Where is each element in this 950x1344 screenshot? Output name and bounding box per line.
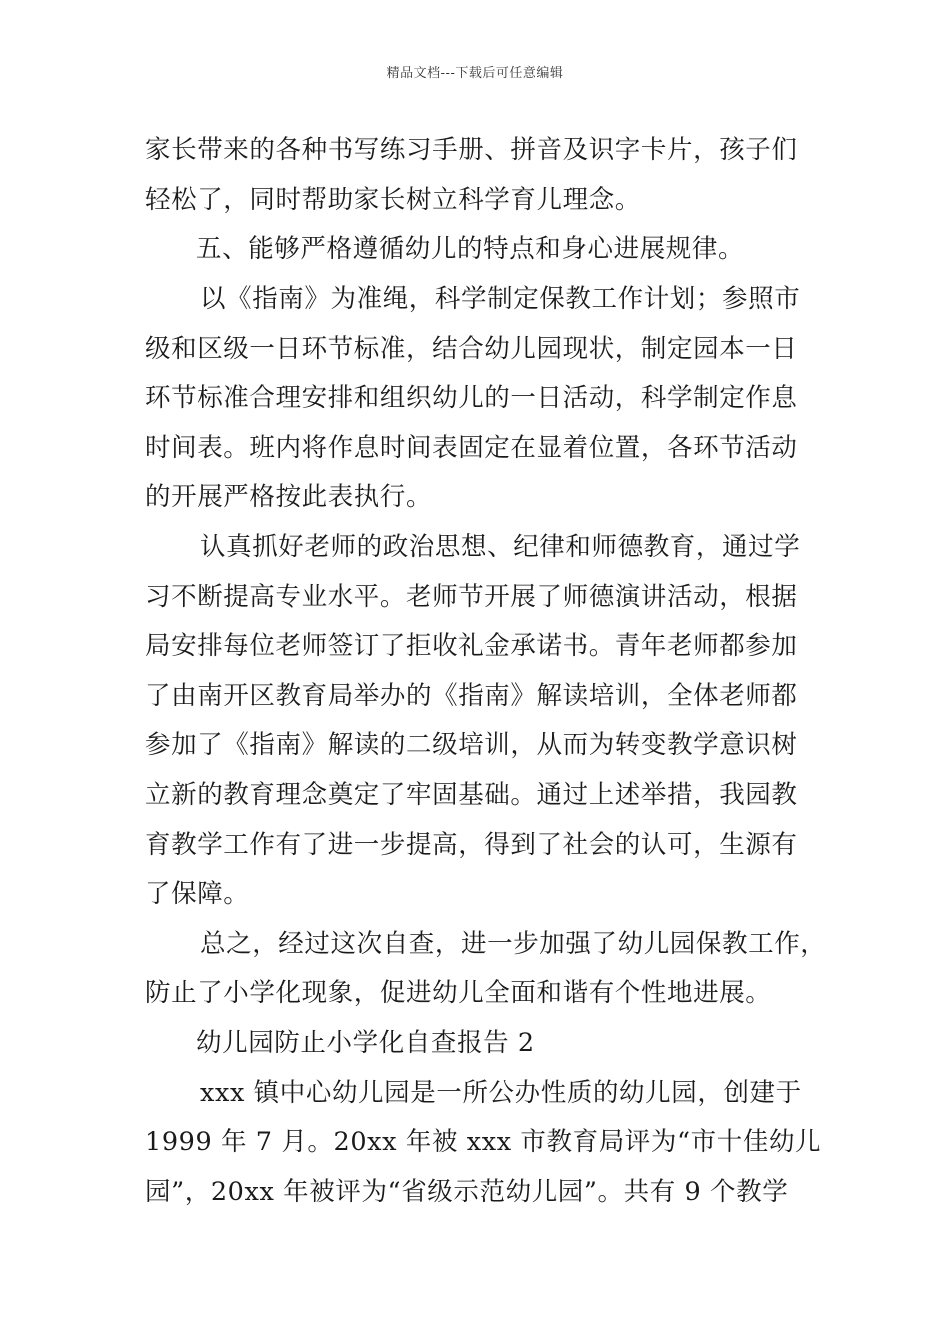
body-line: 家长带来的各种书写练习手册、拼音及识字卡片，孩子们 [145, 135, 798, 165]
body-line: 习不断提高专业水平。老师节开展了师德演讲活动，根据 [145, 582, 798, 612]
body-line: 立新的教育理念奠定了牢固基础。通过上述举措，我园教 [145, 780, 798, 810]
body-line: 1999 年 7 月。20xx 年被 xxx 市教育局评为“市十佳幼儿 [145, 1127, 822, 1157]
page-header: 精品文档---下载后可任意编辑 [386, 66, 564, 81]
body-line: xxx 镇中心幼儿园是一所公办性质的幼儿园，创建于 [200, 1078, 802, 1108]
body-line: 时间表。班内将作息时间表固定在显着位置，各环节活动 [145, 433, 798, 463]
body-line: 参加了《指南》解读的二级培训，从而为转变教学意识树 [145, 730, 798, 760]
body-line: 了保障。 [145, 879, 250, 909]
body-line: 园”，20xx 年被评为“省级示范幼儿园”。共有 9 个教学 [145, 1177, 789, 1207]
body-line: 育教学工作有了进一步提高，得到了社会的认可，生源有 [145, 830, 798, 860]
body-line: 环节标准合理安排和组织幼儿的一日活动，科学制定作息 [145, 383, 798, 413]
body-line: 认真抓好老师的政治思想、纪律和师德教育，通过学 [200, 532, 801, 562]
body-line: 局安排每位老师签订了拒收礼金承诺书。青年老师都参加 [145, 631, 798, 661]
body-line: 轻松了，同时帮助家长树立科学育儿理念。 [145, 185, 641, 215]
section-heading: 五、能够严格遵循幼儿的特点和身心进展规律。 [196, 234, 745, 264]
body-line: 级和区级一日环节标准，结合幼儿园现状，制定园本一日 [145, 334, 798, 364]
report-title: 幼儿园防止小学化自查报告 2 [196, 1028, 535, 1058]
body-line: 总之，经过这次自查，进一步加强了幼儿园保教工作， [200, 929, 827, 959]
body-line: 的开展严格按此表执行。 [145, 482, 433, 512]
body-line: 了由南开区教育局举办的《指南》解读培训，全体老师都 [145, 681, 798, 711]
body-line: 防止了小学化现象，促进幼儿全面和谐有个性地进展。 [145, 978, 772, 1008]
body-line: 以《指南》为准绳，科学制定保教工作计划；参照市 [200, 284, 801, 314]
